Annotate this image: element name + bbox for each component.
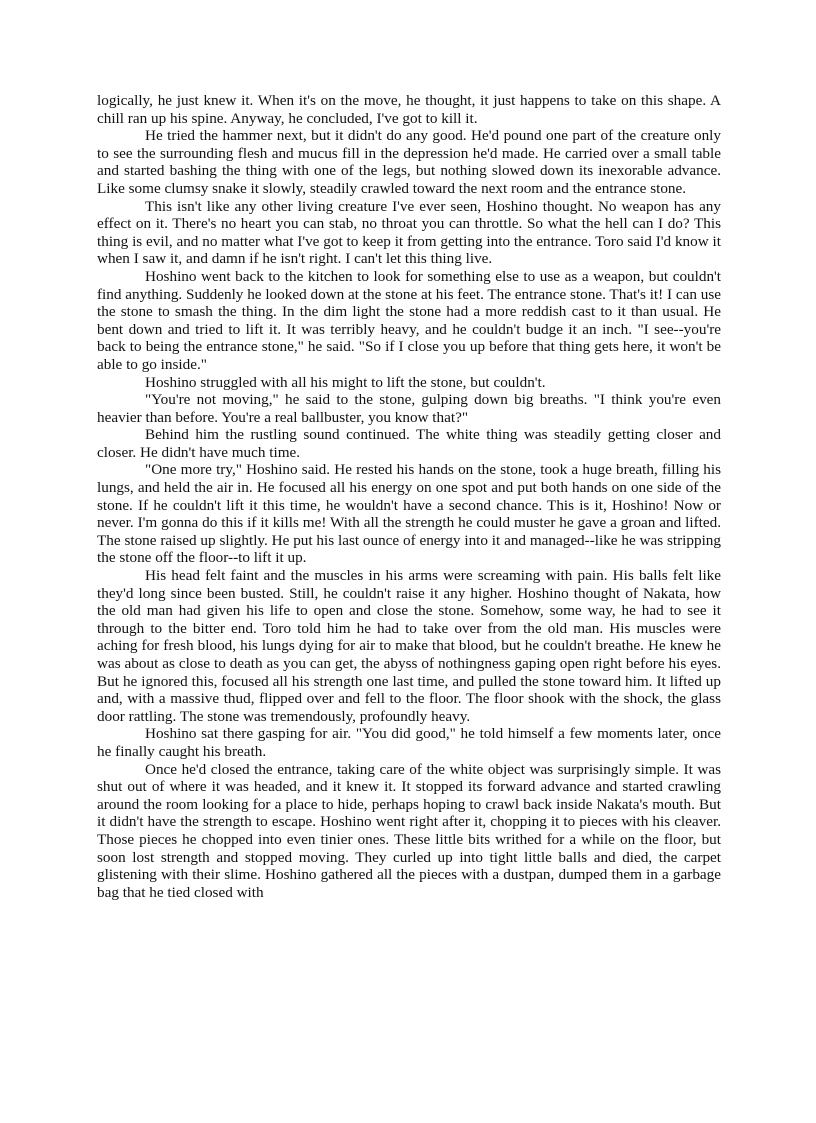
paragraph-1: logically, he just knew it. When it's on the move, he thought, it just happens to take on this shape. A chill ran up his spine. Anyway, he concluded, I've got to kill it. bbox=[97, 92, 721, 127]
paragraph-7: Behind him the rustling sound continued. The white thing was steadily getting closer and closer. He didn't have much time. bbox=[97, 426, 721, 461]
document-page bbox=[97, 92, 721, 901]
paragraph-11: Once he'd closed the entrance, taking care of the white object was surprisingly simple. It was shut out of where it was headed, and it knew it. It stopped its forward advance and started crawling around the room looking for a place to hide, perhaps hoping to crawl back inside Nakata's mouth. But it didn't have the strength to escape. Hoshino went right after it, chopping it to pieces with his cleaver. Those pieces he chopped into even tinier ones. These little bits writhed for a while on the floor, but soon lost strength and stopped moving. They curled up into tight little balls and died, the carpet glistening with their slime. Hoshino gathered all the pieces with a dustpan, dumped them in a garbage bag that he tied closed with bbox=[97, 760, 721, 901]
paragraph-5: Hoshino struggled with all his might to lift the stone, but couldn't. bbox=[145, 373, 546, 391]
paragraph-2: He tried the hammer next, but it didn't do any good. He'd pound one part of the creature only to see the surrounding flesh and mucus fill in the depression he'd made. He carried over a small table and started bashing the thing with one of the legs, but nothing slowed down its inexorable advance. Like some clumsy snake it slowly, steadily crawled toward the next room and the entrance stone. bbox=[97, 127, 721, 197]
paragraph-9: His head felt faint and the muscles in his arms were screaming with pain. His balls felt like they'd long since been busted. Still, he couldn't raise it any higher. Hoshino thought of Nakata, how the old man had given his life to open and close the stone. Somehow, some way, he had to see it through to the bitter end. Toro told him he had to take over from the old man. His muscles were aching for fresh blood, his lungs dying for air to make that blood, but he couldn't breathe. He knew he was about as close to death as you can get, the abyss of nothingness gaping open right before his eyes. But he ignored this, focused all his strength one last time, and pulled the stone toward him. It lifted up and, with a massive thud, flipped over and fell to the floor. The floor shook with the shock, the glass door rattling. The stone was tremendously, profoundly heavy. bbox=[97, 567, 721, 725]
paragraph-10: Hoshino sat there gasping for air. "You did good," he told himself a few moments later, once he finally caught his breath. bbox=[97, 725, 721, 760]
paragraph-3: This isn't like any other living creature I've ever seen, Hoshino thought. No weapon has any effect on it. There's no heart you can stab, no throat you can throttle. So what the hell can I do? This thing is evil, and no matter what I've got to keep it from getting into the entrance. Toro said I'd know it when I saw it, and damn if he isn't right. I can't let this thing live. bbox=[97, 197, 721, 268]
paragraph-4: Hoshino went back to the kitchen to look for something else to use as a weapon, but couldn't find anything. Suddenly he looked down at the stone at his feet. The entrance stone. That's it! I can use the stone to smash the thing. In the dim light the stone had a more reddish cast to it than usual. He bent down and tried to lift it. It was terribly heavy, and he couldn't budge it an inch. "I see--you're back to being the entrance stone," he said. "So if I close you up before that thing gets here, it won't be able to go inside." bbox=[97, 267, 721, 373]
paragraph-8: "One more try," Hoshino said. He rested his hands on the stone, took a huge breath, filling his lungs, and held the air in. He focused all his energy on one spot and put both hands on one side of the stone. If he couldn't lift it this time, he wouldn't have a second chance. This is it, Hoshino! Now or never. I'm gonna do this if it kills me! With all the strength he could muster he gave a groan and lifted. The stone raised up slightly. He put his last ounce of energy into it and managed--like he was stripping the stone off the floor--to lift it up. bbox=[97, 461, 721, 567]
paragraph-6: "You're not moving," he said to the stone, gulping down big breaths. "I think you're even heavier than before. You're a real ballbuster, you know that?" bbox=[97, 391, 721, 426]
